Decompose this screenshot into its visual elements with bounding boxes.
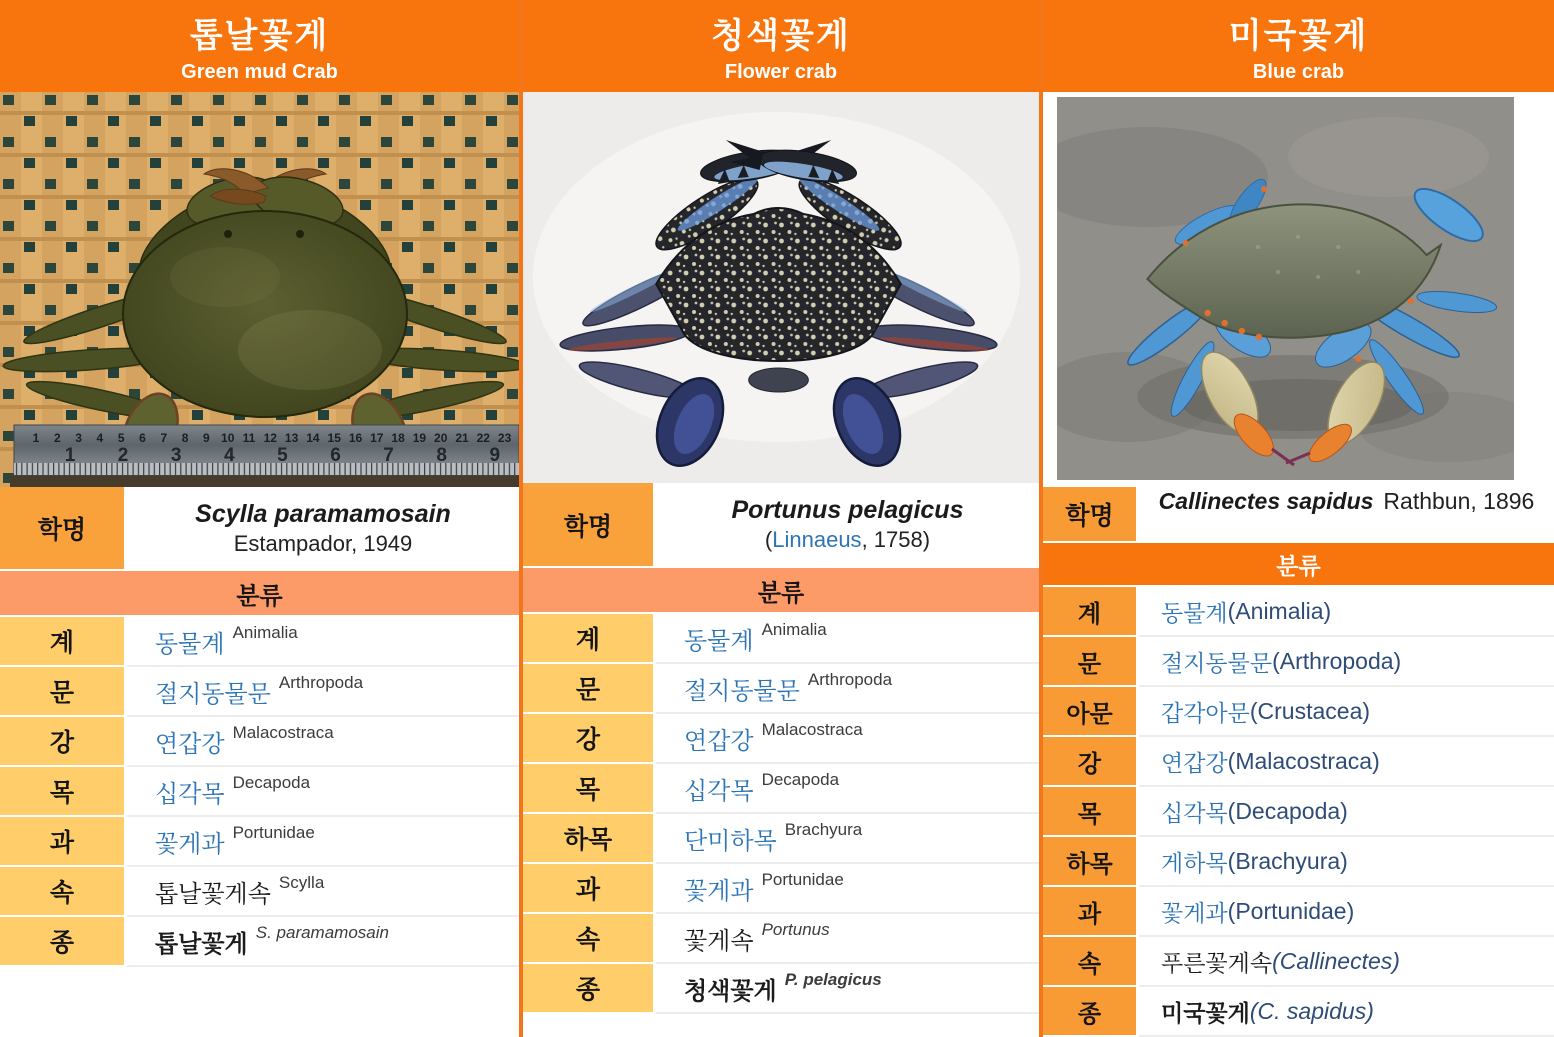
svg-text:2: 2 [117, 445, 129, 466]
taxonomy-row [523, 764, 1039, 814]
column-filler [523, 1014, 1039, 1037]
taxon-korean: 꽃게과 [684, 877, 754, 905]
svg-text:8: 8 [181, 431, 189, 445]
taxon-value [1139, 787, 1554, 837]
author-link[interactable]: Linnaeus [772, 527, 862, 553]
scientific-author: Estampador, 1949 [233, 530, 413, 556]
taxonomy-row [1043, 787, 1554, 837]
taxon-latin: (Portunidae) [1227, 897, 1355, 924]
taxon-value [1139, 687, 1554, 737]
scientific-name-label: 학명 [523, 483, 656, 566]
classification-header: 분류 [1043, 541, 1554, 587]
taxonomy-row [523, 664, 1039, 714]
taxon-latin: Scylla [278, 873, 325, 892]
svg-text:21: 21 [455, 431, 469, 445]
taxon-korean: 청색꽃게 [684, 977, 777, 1005]
author-year: , 1758) [861, 527, 931, 553]
taxon-latin: (Brachyura) [1227, 847, 1348, 874]
taxon-value [656, 614, 1039, 664]
taxonomy-row [0, 617, 519, 667]
svg-text:20: 20 [434, 431, 448, 445]
scientific-name-row [0, 487, 519, 569]
taxon-korean: 십각목 [1161, 799, 1228, 826]
scientific-name-row [1043, 487, 1554, 541]
taxonomy-row [1043, 687, 1554, 737]
rank-label: 속 [1043, 937, 1139, 987]
flower-crab-photo [523, 92, 1039, 483]
taxon-value [656, 814, 1039, 864]
taxon-value [1139, 987, 1554, 1037]
taxon-latin: Animalia [761, 620, 827, 639]
taxonomy-row [523, 964, 1039, 1014]
column-blue-crab [1043, 0, 1554, 1037]
taxon-latin: Arthropoda [807, 670, 893, 689]
rank-label: 문 [0, 667, 127, 717]
rank-label: 문 [1043, 637, 1139, 687]
taxonomy-row [0, 867, 519, 917]
scientific-name-label: 학명 [1043, 487, 1139, 541]
taxonomy-row [523, 614, 1039, 664]
svg-text:22: 22 [476, 431, 490, 445]
classification-header: 분류 [523, 566, 1039, 614]
taxon-value [1139, 937, 1554, 987]
taxon-value [127, 617, 519, 667]
svg-text:19: 19 [412, 431, 427, 445]
rank-label: 목 [523, 764, 656, 814]
taxon-latin: Portunidae [232, 823, 315, 842]
title-korean: 미국꽃게 [1228, 17, 1369, 55]
title-korean: 청색꽃게 [711, 17, 851, 55]
taxon-value [656, 914, 1039, 964]
taxon-korean: 절지동물문 [1161, 649, 1273, 676]
rank-label: 하목 [523, 814, 656, 864]
taxon-latin: (Animalia) [1227, 597, 1332, 624]
taxonomy-row [0, 917, 519, 967]
taxon-korean: 동물계 [155, 630, 225, 658]
taxon-korean: 절지동물문 [684, 677, 800, 705]
taxonomy-row [0, 817, 519, 867]
scientific-name: Scylla paramamosain [195, 499, 451, 528]
taxon-korean: 꽃게속 [684, 927, 754, 955]
taxon-korean: 연갑강 [1161, 749, 1228, 776]
taxon-latin: (Crustacea) [1249, 697, 1371, 724]
taxon-korean: 동물계 [1161, 599, 1228, 626]
taxon-latin: Portunidae [761, 870, 844, 889]
rank-label: 종 [523, 964, 656, 1014]
taxon-value [1139, 837, 1554, 887]
taxon-latin: Malacostraca [761, 720, 863, 739]
column-header [523, 0, 1039, 92]
taxon-value [127, 667, 519, 717]
rank-label: 강 [523, 714, 656, 764]
taxon-korean: 연갑강 [684, 727, 754, 755]
taxon-latin: (Malacostraca) [1227, 747, 1380, 774]
column-header [1043, 0, 1554, 92]
svg-text:4: 4 [96, 431, 104, 445]
rank-label: 계 [523, 614, 656, 664]
rank-label: 문 [523, 664, 656, 714]
svg-text:7: 7 [383, 445, 394, 466]
taxon-latin: (Arthropoda) [1272, 647, 1402, 674]
taxon-korean: 미국꽃게 [1161, 999, 1250, 1026]
svg-text:23: 23 [497, 431, 512, 445]
scientific-name-value [127, 487, 519, 569]
taxon-latin: Arthropoda [278, 673, 364, 692]
photo-blue-crab [1043, 92, 1554, 487]
svg-text:15: 15 [327, 431, 341, 445]
title-english: Flower crab [724, 61, 838, 83]
taxon-korean: 절지동물문 [155, 680, 271, 708]
rank-label: 하목 [1043, 837, 1139, 887]
taxon-latin: Decapoda [761, 770, 840, 789]
rank-label: 속 [0, 867, 127, 917]
taxon-value [127, 717, 519, 767]
svg-text:9: 9 [203, 431, 210, 445]
title-english: Blue crab [1252, 61, 1345, 83]
taxonomy-row [1043, 987, 1554, 1037]
taxonomy-row [1043, 637, 1554, 687]
scientific-name-label: 학명 [0, 487, 127, 569]
photo-flower-crab [523, 92, 1039, 483]
svg-text:8: 8 [436, 445, 447, 466]
taxon-latin: Animalia [232, 623, 298, 642]
rank-label: 강 [1043, 737, 1139, 787]
taxonomy-row [0, 717, 519, 767]
taxon-korean: 꽃게과 [1161, 899, 1228, 926]
svg-text:2: 2 [53, 431, 61, 445]
svg-text:6: 6 [139, 431, 146, 445]
taxon-latin: Decapoda [232, 773, 311, 792]
taxon-value [127, 767, 519, 817]
photo-green-mud-crab [0, 92, 519, 487]
taxonomy-row [1043, 587, 1554, 637]
taxon-korean: 연갑강 [155, 730, 225, 758]
rank-label: 아문 [1043, 687, 1139, 737]
taxon-latin: Brachyura [784, 820, 863, 839]
svg-text:12: 12 [263, 431, 277, 445]
title-english: Green mud Crab [181, 61, 338, 83]
taxonomy-row [1043, 837, 1554, 887]
taxon-latin: S. paramamosain [255, 923, 389, 942]
taxon-korean: 게하목 [1161, 849, 1228, 876]
taxonomy-row [523, 814, 1039, 864]
taxon-value [127, 817, 519, 867]
svg-text:17: 17 [370, 431, 384, 445]
scientific-name-value [1139, 487, 1554, 541]
taxon-latin: (C. sapidus) [1249, 997, 1374, 1024]
svg-text:5: 5 [277, 445, 288, 466]
taxon-value [1139, 737, 1554, 787]
svg-text:3: 3 [170, 445, 182, 466]
svg-text:1: 1 [32, 431, 40, 445]
taxon-value [656, 664, 1039, 714]
column-filler [0, 967, 519, 1037]
rank-label: 과 [1043, 887, 1139, 937]
taxon-latin: (Decapoda) [1227, 797, 1348, 824]
taxon-value [1139, 637, 1554, 687]
taxon-value [127, 917, 519, 967]
svg-text:13: 13 [284, 431, 299, 445]
taxon-value [127, 867, 519, 917]
taxon-korean: 십각목 [155, 780, 225, 808]
taxon-value [656, 864, 1039, 914]
rank-label: 목 [1043, 787, 1139, 837]
taxon-korean: 십각목 [684, 777, 754, 805]
title-korean: 톱날꽃게 [189, 17, 330, 55]
rank-label: 계 [1043, 587, 1139, 637]
classification-header: 분류 [0, 569, 519, 617]
rank-label: 과 [0, 817, 127, 867]
taxonomy-row [523, 914, 1039, 964]
rank-label: 강 [0, 717, 127, 767]
taxon-korean: 단미하목 [684, 827, 777, 855]
svg-text:5: 5 [117, 431, 125, 445]
blue-crab-photo [1057, 97, 1514, 480]
scientific-name: Portunus pelagicus [731, 496, 964, 525]
svg-text:10: 10 [221, 431, 235, 445]
taxon-korean: 동물계 [684, 627, 754, 655]
taxon-latin: (Callinectes) [1272, 947, 1400, 974]
taxonomy-row [1043, 937, 1554, 987]
scientific-author [765, 526, 930, 554]
taxonomy-row [523, 714, 1039, 764]
taxonomy-row [1043, 887, 1554, 937]
taxon-latin: Malacostraca [232, 723, 334, 742]
scientific-name-value [656, 483, 1039, 566]
taxon-korean: 꽃게과 [155, 830, 225, 858]
taxon-korean: 톱날꽃게속 [155, 880, 271, 908]
taxon-value [656, 964, 1039, 1014]
rank-label: 종 [0, 917, 127, 967]
taxon-value [1139, 587, 1554, 637]
column-header [0, 0, 519, 92]
svg-text:3: 3 [75, 431, 82, 445]
taxon-korean: 톱날꽃게 [155, 930, 248, 958]
taxon-latin: P. pelagicus [784, 970, 882, 989]
rank-label: 계 [0, 617, 127, 667]
svg-text:4: 4 [224, 445, 235, 466]
rank-label: 속 [523, 914, 656, 964]
svg-text:9: 9 [489, 445, 501, 466]
column-green-mud-crab [0, 0, 519, 1037]
svg-text:7: 7 [160, 431, 168, 445]
taxon-korean: 푸른꽃게속 [1161, 949, 1273, 976]
scientific-author: Rathbun, 1896 [1383, 488, 1535, 514]
taxon-latin: Portunus [761, 920, 830, 939]
svg-text:14: 14 [306, 431, 320, 445]
green-mud-crab-photo [0, 92, 519, 487]
scientific-name: Callinectes sapidus [1158, 488, 1374, 514]
svg-text:6: 6 [330, 445, 341, 466]
author-paren: ( [764, 527, 773, 553]
taxonomy-row [0, 767, 519, 817]
svg-text:16: 16 [348, 431, 363, 445]
scientific-name-row [523, 483, 1039, 566]
taxonomy-row [523, 864, 1039, 914]
rank-label: 종 [1043, 987, 1139, 1037]
svg-text:18: 18 [391, 431, 405, 445]
svg-text:11: 11 [242, 431, 256, 445]
rank-label: 목 [0, 767, 127, 817]
column-flower-crab [523, 0, 1039, 1037]
taxon-value [656, 714, 1039, 764]
taxon-value [656, 764, 1039, 814]
taxon-value [1139, 887, 1554, 937]
taxonomy-row [1043, 737, 1554, 787]
svg-text:1: 1 [64, 445, 76, 466]
taxon-korean: 갑각아문 [1161, 699, 1250, 726]
taxonomy-row [0, 667, 519, 717]
rank-label: 과 [523, 864, 656, 914]
ruler-illustration [10, 425, 519, 487]
